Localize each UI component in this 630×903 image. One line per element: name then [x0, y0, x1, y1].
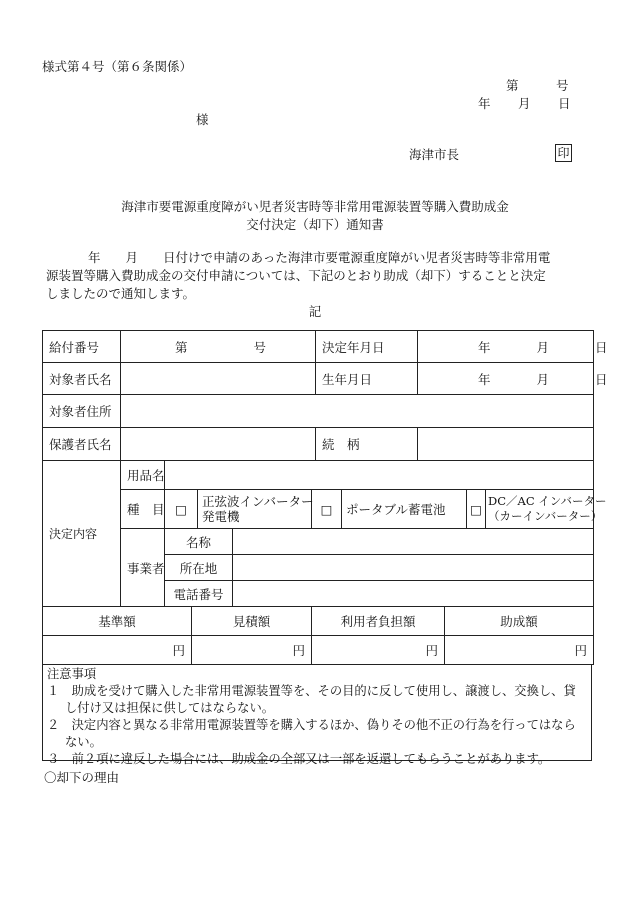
relation-label: 続 柄	[316, 428, 418, 461]
birth-date-year: 年	[478, 371, 491, 387]
option-car-inverter	[486, 490, 607, 529]
category-label: 種 目	[121, 490, 165, 529]
yen-unit: 円	[292, 643, 305, 658]
rejection-reason-heading: 〇却下の理由	[44, 770, 120, 785]
relation-field[interactable]	[418, 428, 594, 461]
birth-date-label: 生年月日	[316, 363, 418, 395]
note-item: ３ 前２項に違反した場合には、助成金の全部又は一部を返還してもらうことがあります。	[47, 752, 551, 766]
standard-amount-field[interactable]	[43, 636, 192, 665]
grant-amount-field[interactable]	[445, 636, 594, 665]
vendor-phone-label: 電話番号	[165, 581, 233, 607]
birth-date-month: 月	[536, 371, 550, 387]
checkbox-car-inverter[interactable]: □	[467, 490, 486, 529]
doc-no-prefix: 第	[506, 78, 519, 93]
option-sine-inverter-line2: 発電機	[202, 509, 240, 524]
option-car-inverter-line2: （カーインバーター）	[488, 509, 603, 523]
option-sine-inverter	[198, 490, 312, 529]
decision-date-label: 決定年月日	[316, 331, 418, 363]
grant-amount-label: 助成額	[445, 607, 594, 636]
decision-date-day: 日	[595, 339, 608, 355]
subject-address-field[interactable]	[121, 395, 594, 428]
vendor-label: 事業者	[121, 529, 165, 607]
decision-date-year: 年	[478, 339, 491, 355]
doc-no-suffix: 号	[556, 78, 569, 93]
guardian-name-field[interactable]	[121, 428, 316, 461]
birth-date-day: 日	[595, 371, 608, 387]
estimate-amount-field[interactable]	[192, 636, 312, 665]
grant-table	[42, 330, 608, 607]
body-line2: 源装置等購入費助成金の交付申請については、下記のとおり助成（却下）することと決定	[46, 268, 546, 283]
guardian-name-label: 保護者氏名	[43, 428, 121, 461]
checkbox-portable-battery[interactable]: □	[312, 490, 342, 529]
yen-unit: 円	[425, 643, 438, 658]
product-name-label: 用品名	[121, 461, 165, 490]
vendor-name-field[interactable]	[233, 529, 594, 555]
birth-date-field[interactable]	[418, 363, 608, 395]
grant-no-prefix: 第	[175, 339, 188, 355]
decision-date-month: 月	[536, 339, 550, 355]
notes-heading: 注意事項	[47, 667, 97, 681]
seal-stamp: 印	[555, 144, 572, 162]
vendor-phone-field[interactable]	[233, 581, 594, 607]
grant-no-label: 給付番号	[43, 331, 121, 363]
title-line2: 交付決定（却下）通知書	[246, 217, 384, 232]
subject-name-field[interactable]	[121, 363, 316, 395]
option-sine-inverter-line1: 正弦波インバーター	[202, 494, 314, 509]
option-portable-battery: ポータブル蓄電池	[342, 490, 467, 529]
subject-address-label: 対象者住所	[43, 395, 121, 428]
vendor-address-label: 所在地	[165, 555, 233, 581]
yen-unit: 円	[574, 643, 587, 658]
subject-name-label: 対象者氏名	[43, 363, 121, 395]
standard-amount-label: 基準額	[43, 607, 192, 636]
header-month: 月	[518, 96, 531, 111]
addressee-suffix: 様	[196, 112, 209, 127]
amounts-table	[42, 606, 594, 665]
estimate-amount-label: 見積額	[192, 607, 312, 636]
ki-mark: 記	[308, 304, 322, 319]
grant-no-suffix: 号	[253, 339, 267, 355]
form-id: 様式第４号（第６条関係）	[42, 59, 193, 74]
checkbox-sine-inverter[interactable]: □	[165, 490, 198, 529]
decision-content-label: 決定内容	[43, 461, 121, 607]
issuer: 海津市長	[409, 147, 460, 162]
body-line1: 年 月 日付けで申請のあった海津市要電源重度障がい児者災害時等非常用電	[88, 250, 551, 265]
user-burden-label: 利用者負担額	[312, 607, 445, 636]
option-car-inverter-line1: DC／AC インバーター	[488, 494, 607, 508]
decision-date-field[interactable]	[418, 331, 608, 363]
user-burden-field[interactable]	[312, 636, 445, 665]
vendor-name-label: 名称	[165, 529, 233, 555]
yen-unit: 円	[172, 643, 185, 658]
title-line1: 海津市要電源重度障がい児者災害時等非常用電源装置等購入費助成金	[121, 199, 509, 214]
notes-box	[42, 664, 592, 766]
body-line3: しましたので通知します。	[46, 286, 196, 301]
grant-no-field[interactable]	[121, 331, 316, 363]
product-name-field[interactable]	[165, 461, 594, 490]
header-day: 日	[558, 96, 571, 111]
vendor-address-field[interactable]	[233, 555, 594, 581]
note-item: １ 助成を受けて購入した非常用電源装置等を、その目的に反して使用し、譲渡し、交換し、貸し付け又は担保に供してはならない。	[47, 684, 576, 715]
note-item: ２ 決定内容と異なる非常用電源装置等を購入するほか、偽りその他不正の行為を行ってはならない。	[47, 718, 576, 749]
header-year: 年	[478, 96, 491, 111]
